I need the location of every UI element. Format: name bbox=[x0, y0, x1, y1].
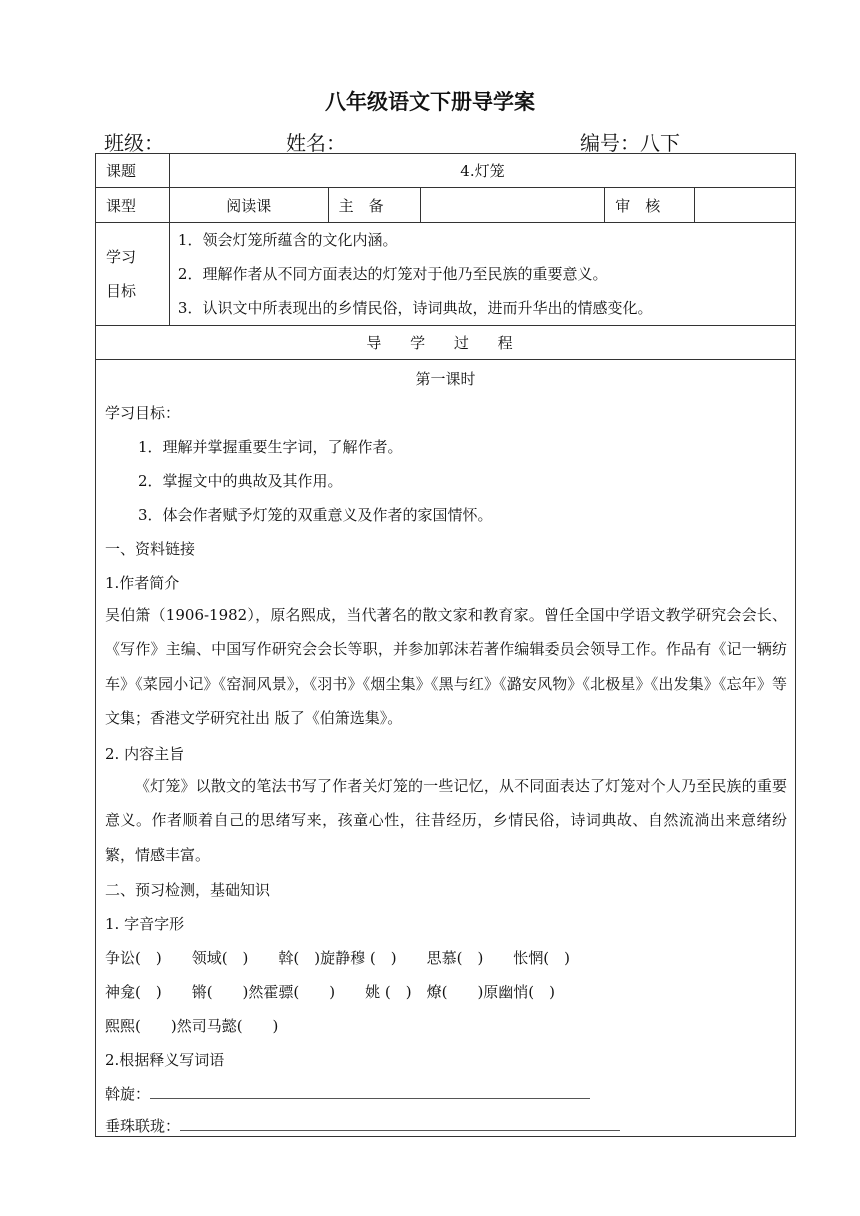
class-label: 班级： bbox=[104, 131, 164, 155]
pronunciation-row: 神龛( ) 锵( )然霍骠( ) 姚 ( ) 燎( )原幽悄( ) bbox=[105, 983, 555, 1001]
theme-heading: 2. 内容主旨 bbox=[105, 745, 185, 763]
objective-item: 2．掌握文中的典故及其作用。 bbox=[138, 472, 343, 490]
goals-label-line1: 学习 bbox=[106, 248, 137, 266]
answer-blank[interactable] bbox=[150, 1098, 590, 1099]
prep-label: 主 备 bbox=[328, 188, 420, 223]
pronunciation-row: 熙熙( )然司马懿( ) bbox=[105, 1017, 279, 1035]
pronunciation-heading: 1. 字音字形 bbox=[105, 915, 185, 933]
goals-row bbox=[96, 223, 796, 326]
type-label: 课型 bbox=[96, 188, 170, 223]
author-text: 吴伯箫（1906-1982），原名熙成，当代著名的散文家和教育家。曾任全国中学语文教学研究会会长、《写作》主编、中国写作研究会会长等职，并参加郭沫若著作编辑委员会领导工作。作品有《记一辆纺车》《菜园小记》《窑洞风景》，《羽书》《烟尘集》《黑与红》《潞安风物》《北极星》《出发集》《忘年》等文集；香港文学研究社出 版了《伯箫选集》。 bbox=[105, 606, 787, 727]
process-heading-text: 导 学 过 程 bbox=[366, 334, 525, 352]
process-heading bbox=[96, 326, 796, 360]
goal-item: 3．认识文中所表现出的乡情民俗，诗词典故，进而升华出的情感变化。 bbox=[177, 299, 653, 317]
topic-label: 课题 bbox=[96, 154, 170, 188]
goal-item: 2．理解作者从不同方面表达的灯笼对于他乃至民族的重要意义。 bbox=[177, 265, 608, 283]
goal-item: 1．领会灯笼所蕴含的文化内涵。 bbox=[177, 231, 398, 249]
review-label: 审 核 bbox=[605, 188, 695, 223]
objectives-heading: 学习目标： bbox=[105, 404, 181, 422]
topic-row bbox=[96, 154, 796, 188]
type-value: 阅读课 bbox=[169, 188, 328, 223]
goals-list bbox=[169, 223, 795, 326]
info-table bbox=[95, 153, 796, 360]
author-heading: 1.作者简介 bbox=[105, 574, 180, 592]
goals-label bbox=[96, 223, 170, 326]
word-label: 垂珠联珑： bbox=[105, 1117, 181, 1135]
pronunciation-row: 争讼( ) 领域( ) 斡( )旋静穆 ( ) 思慕( ) 怅惘( ) bbox=[105, 949, 570, 967]
words-heading: 2.根据释义写词语 bbox=[105, 1051, 225, 1069]
prep-value bbox=[420, 188, 605, 223]
goals-label-line2: 目标 bbox=[106, 282, 137, 300]
objective-item: 3．体会作者赋予灯笼的双重意义及作者的家国情怀。 bbox=[138, 506, 493, 524]
type-row bbox=[96, 188, 796, 223]
lesson-heading: 第一课时 bbox=[415, 370, 476, 388]
word-item bbox=[105, 1115, 620, 1136]
review-value bbox=[695, 188, 796, 223]
word-item bbox=[105, 1083, 590, 1104]
content-box bbox=[95, 359, 796, 1137]
name-label: 姓名： bbox=[286, 131, 346, 155]
topic-value: 4.灯笼 bbox=[169, 154, 795, 188]
section1-heading: 一、资料链接 bbox=[105, 540, 196, 558]
document-title: 八年级语文下册导学案 bbox=[325, 90, 535, 114]
number-label: 编号：八下 bbox=[580, 131, 680, 155]
section2-heading: 二、预习检测，基础知识 bbox=[105, 881, 271, 899]
theme-text: 《灯笼》以散文的笔法书写了作者关灯笼的一些记忆，从不同面表达了灯笼对个人乃至民族的重要意义。作者顺着自己的思绪写来，孩童心性，往昔经历，乡情民俗，诗词典故、自然流淌出来意绪纷繁，情感丰富。 bbox=[105, 777, 787, 864]
objective-item: 1．理解并掌握重要生字词，了解作者。 bbox=[138, 438, 403, 456]
word-label: 斡旋： bbox=[105, 1085, 151, 1103]
process-row bbox=[96, 326, 796, 360]
answer-blank[interactable] bbox=[180, 1130, 620, 1131]
